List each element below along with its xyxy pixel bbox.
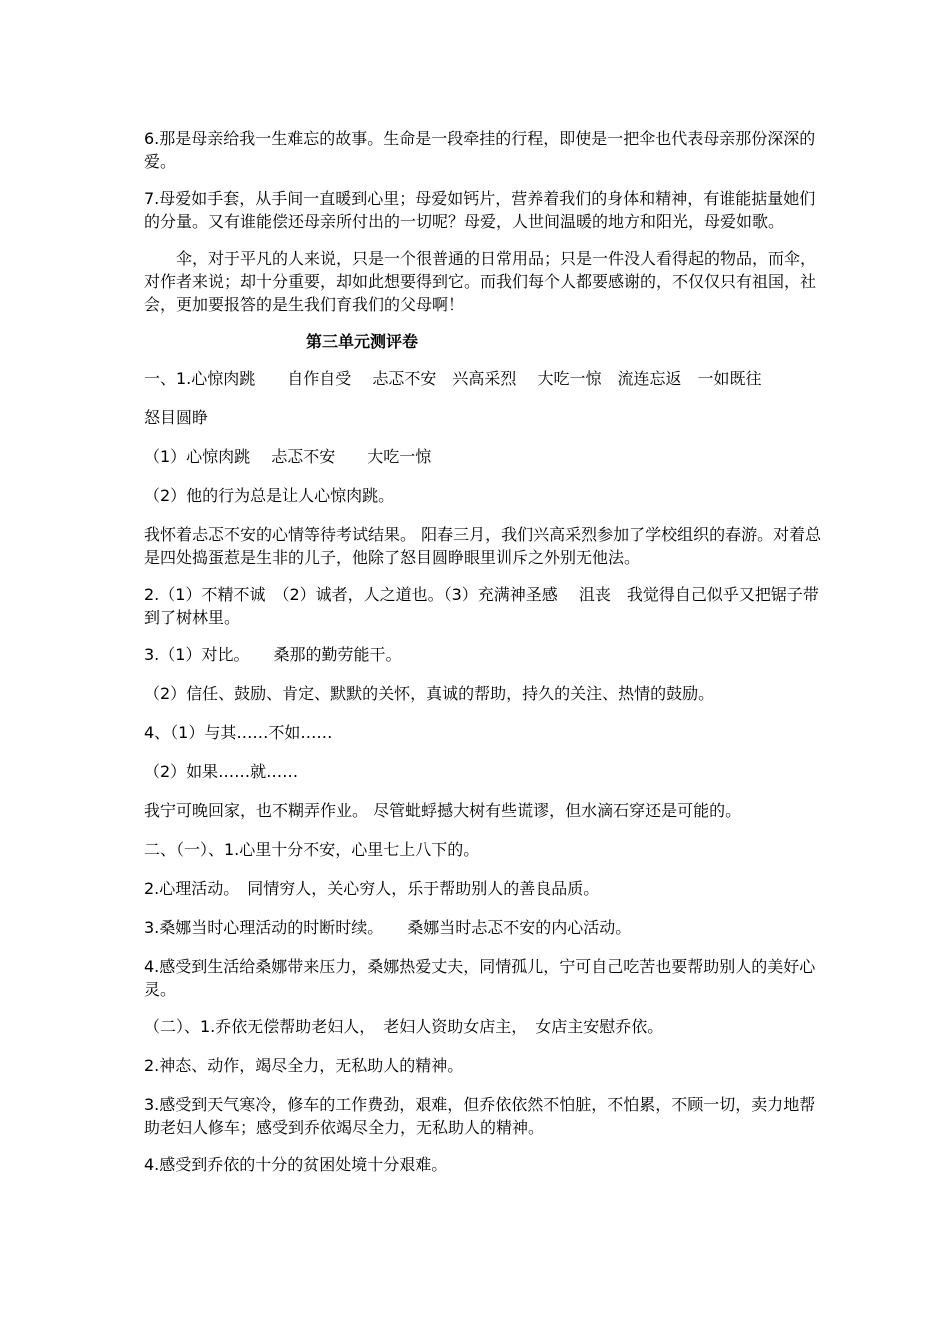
answer-line: （二）、1.乔依无偿帮助老妇人， 老妇人资助女店主， 女店主安慰乔依。 (144, 1017, 664, 1036)
answer-line: 4、（1）与其……不如…… (144, 723, 333, 742)
answer-line: 二、（一）、1.心里十分不安，心里七上八下的。 (144, 840, 480, 859)
answer-line: 我宁可晚回家，也不糊弄作业。 尽管蚍蜉撼大树有些谎谬，但水滴石穿还是可能的。 (144, 801, 742, 820)
answer-line: 3.桑娜当时心理活动的时断时续。 桑娜当时忐忑不安的内心活动。 (144, 918, 632, 937)
answer-line: 一、1.心惊肉跳 自作自受 忐忑不安 兴高采烈 大吃一惊 流连忘返 一如既往 (144, 369, 762, 388)
answer-line: 4.感受到生活给桑娜带来压力，桑娜热爱丈夫，同情孤儿，宁可自己吃苦也要帮助别人的美好心灵。 (144, 957, 816, 999)
paragraph-umbrella-summary: 伞，对于平凡的人来说，只是一个很普通的日常用品；只是一件没人看得起的物品，而伞，对作者来说；却十分重要，却如此想要得到它。而我们每个人都要感谢的，不仅仅只有祖国，社会，更加要报答的是生我们育我们的父母啊！ (144, 249, 817, 314)
answer-line: 3.感受到天气寒冷，修车的工作费劲，艰难，但乔依依然不怕脏，不怕累，不顾一切，卖力地帮助老妇人修车；感受到乔依竭尽全力，无私助人的精神。 (144, 1095, 816, 1137)
answer-line: （2）信任、鼓励、肯定、默默的关怀，真诚的帮助，持久的关注、热情的鼓励。 (144, 684, 715, 703)
answer-line: 4.感受到乔依的十分的贫困处境十分艰难。 (144, 1155, 448, 1174)
answer-line: （2）他的行为总是让人心惊肉跳。 (144, 486, 395, 505)
answer-line: （2）如果……就…… (144, 762, 299, 781)
answer-line: 2.（1）不精不诚 （2）诚者，人之道也。（3）充满神圣感 沮丧 我觉得自己似乎又把锯子带到了树林里。 (144, 585, 819, 627)
answer-line: 3.（1）对比。 桑那的勤劳能干。 (144, 645, 402, 664)
section-title: 第三单元测评卷 (306, 332, 419, 351)
answer-line: 2.心理活动。 同情穷人，关心穷人，乐于帮助别人的善良品质。 (144, 879, 600, 898)
paragraph-answer-7: 7.母爱如手套，从手间一直暖到心里；母爱如钙片，营养着我们的身体和精神，有谁能掂量她们的分量。又有谁能偿还母亲所付出的一切呢？母爱，人世间温暖的地方和阳光，母爱如歌。 (144, 189, 816, 231)
answer-line: 我怀着忐忑不安的心情等待考试结果。 阳春三月，我们兴高采烈参加了学校组织的春游。对着总是四处捣蛋惹是生非的儿子，他除了怒目圆睁眼里训斥之外别无他法。 (144, 525, 822, 567)
answer-line: 怒目圆睁 (144, 408, 209, 427)
answer-line: （1）心惊肉跳 忐忑不安 大吃一惊 (144, 447, 432, 466)
paragraph-answer-6: 6.那是母亲给我一生难忘的故事。生命是一段牵挂的行程，即使是一把伞也代表母亲那份深深的爱。 (144, 129, 816, 171)
answer-line: 2.神态、动作，竭尽全力，无私助人的精神。 (144, 1056, 464, 1075)
